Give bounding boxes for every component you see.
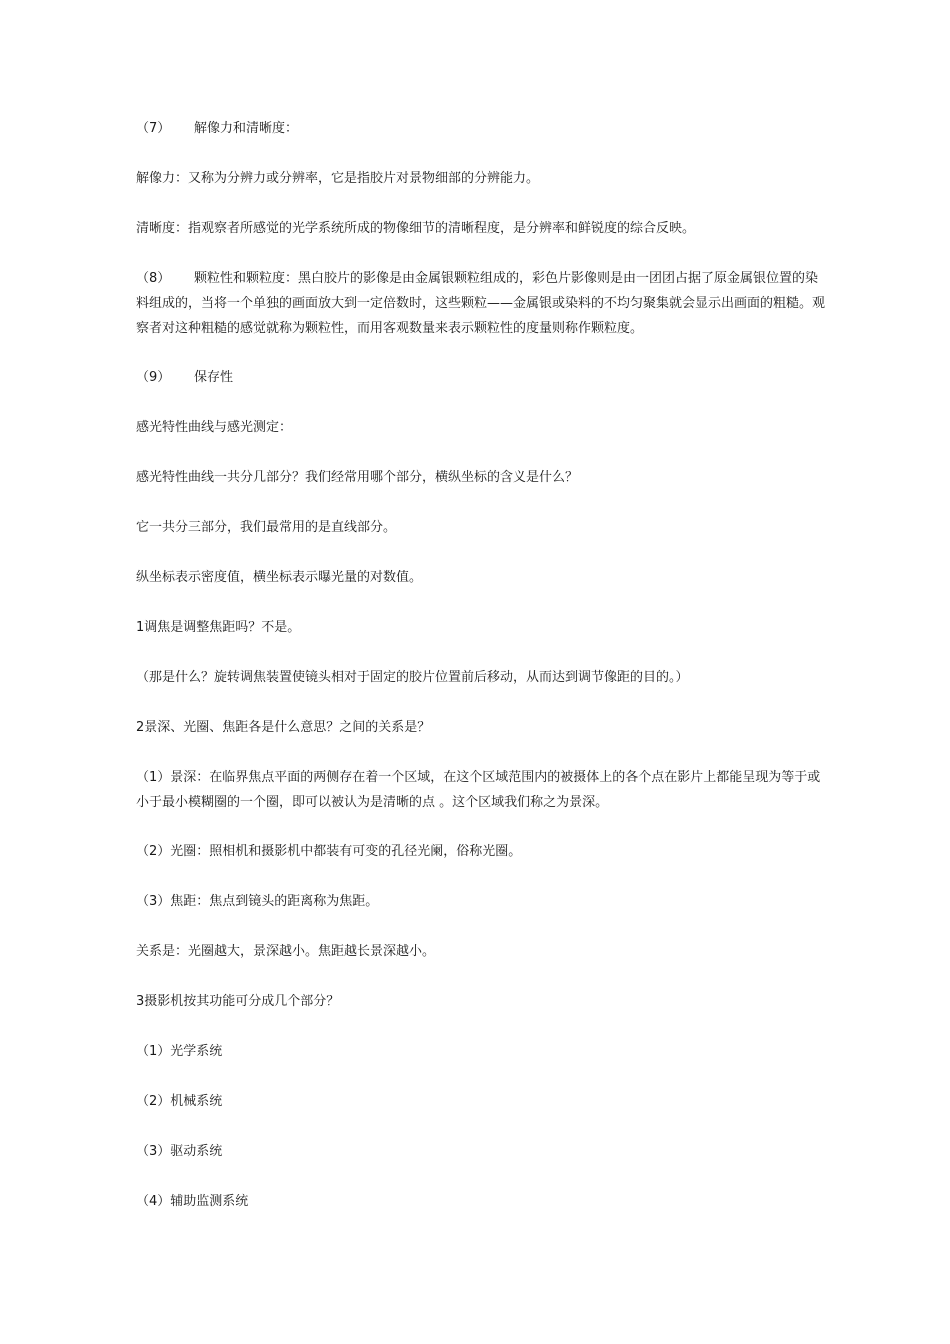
paragraph-dof-definition: （1）景深：在临界焦点平面的两侧存在着一个区域，在这个区域范围内的被摄体上的各个点在影片上都能呈现为等于或小于最小模糊圈的一个圈，即可以被认为是清晰的点 。这个区域我们称之为景深。 xyxy=(136,770,821,810)
paragraph-sharpness: 清晰度：指观察者所感觉的光学系统所成的物像细节的清晰程度，是分辨率和鲜锐度的综合反映。 xyxy=(136,221,696,236)
paragraph-axes: 纵坐标表示密度值，横坐标表示曝光量的对数值。 xyxy=(136,570,423,585)
paragraph-dof-question: 2景深、光圈、焦距各是什么意思？之间的关系是？ xyxy=(136,720,431,735)
paragraph-text: 保存性 xyxy=(194,370,234,385)
paragraph-resolution: 解像力：又称为分辨力或分辨率，它是指胶片对景物细部的分辨能力。 xyxy=(136,171,540,186)
paragraph-curve-answer: 它一共分三部分，我们最常用的是直线部分。 xyxy=(136,520,397,535)
paragraph-focus-answer: （那是什么？旋转调焦装置使镜头相对于固定的胶片位置前后移动，从而达到调节像距的目的。） xyxy=(136,670,689,685)
paragraph-focal-length-definition: （3）焦距：焦点到镜头的距离称为焦距。 xyxy=(136,894,379,909)
list-item-drive-system: （3）驱动系统 xyxy=(136,1144,223,1159)
paragraph-curve-title: 感光特性曲线与感光测定： xyxy=(136,420,293,435)
paragraph-relationship: 关系是：光圈越大，景深越小。焦距越长景深越小。 xyxy=(136,944,436,959)
paragraph-7-heading xyxy=(136,116,826,141)
list-item-monitoring-system: （4）辅助监测系统 xyxy=(136,1194,249,1209)
paragraph-8-graininess xyxy=(136,266,826,341)
paragraph-text: 解像力和清晰度： xyxy=(194,121,299,136)
paragraph-9-heading xyxy=(136,365,826,390)
paragraph-text: 颗粒性和颗粒度：黑白胶片的影像是由金属银颗粒组成的，彩色片影像则是由一团团占据了原金属银位置的染料组成的，当将一个单独的画面放大到一定倍数时，这些颗粒——金属银或染料的不均匀聚集就会显示出画面的粗糙。观察者对这种粗糙的感觉就称为颗粒性，而用客观数量来表示颗粒性的度量则称作颗粒度。 xyxy=(136,271,826,336)
document-body xyxy=(136,116,826,1239)
list-item-mechanical-system: （2）机械系统 xyxy=(136,1094,223,1109)
paragraph-focus-question: 1调焦是调整焦距吗？不是。 xyxy=(136,620,301,635)
paragraph-aperture-definition: （2）光圈：照相机和摄影机中都装有可变的孔径光阑，俗称光圈。 xyxy=(136,844,522,859)
paragraph-curve-question: 感光特性曲线一共分几部分？我们经常用哪个部分，横纵坐标的含义是什么？ xyxy=(136,470,579,485)
list-item-optical-system: （1）光学系统 xyxy=(136,1044,223,1059)
item-number: （7） xyxy=(136,121,171,136)
item-number: （8） xyxy=(136,271,171,286)
item-number: （9） xyxy=(136,370,171,385)
paragraph-camera-question: 3摄影机按其功能可分成几个部分？ xyxy=(136,994,340,1009)
